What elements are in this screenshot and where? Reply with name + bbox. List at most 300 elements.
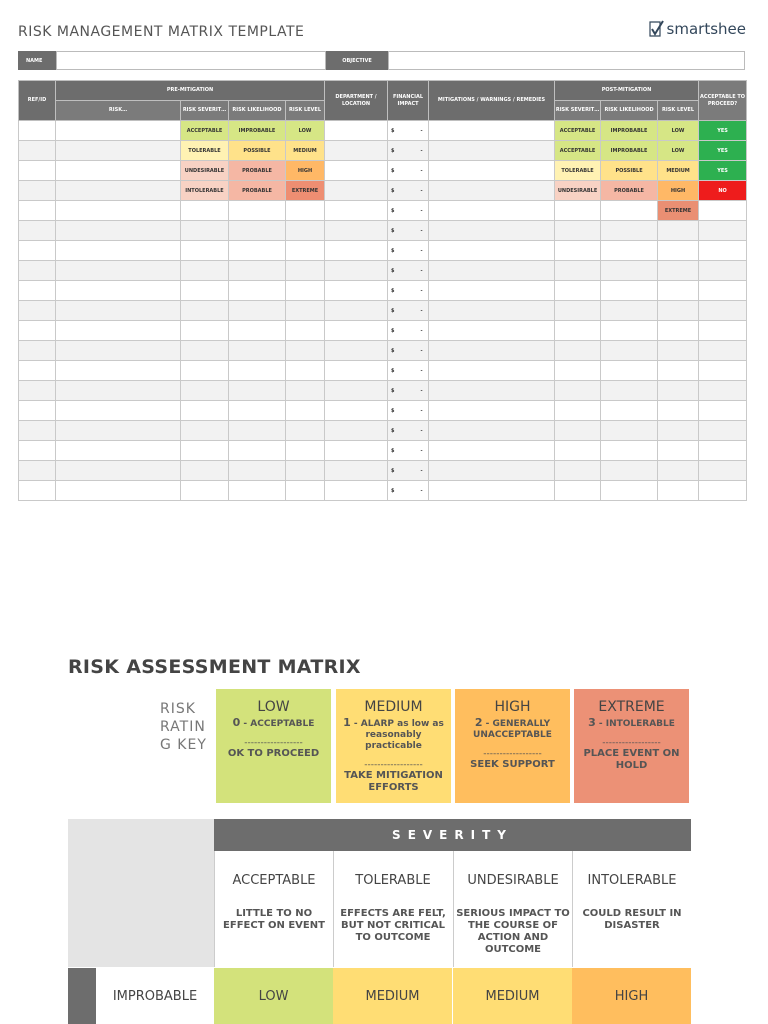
cell-level[interactable]	[286, 321, 325, 341]
cell-risk[interactable]	[56, 141, 181, 161]
cell-mit[interactable]	[429, 281, 555, 301]
cell-dept[interactable]	[325, 341, 388, 361]
currency-symbol: $	[391, 387, 395, 394]
cell-dept[interactable]	[325, 481, 388, 501]
cell-accept[interactable]: YES	[699, 141, 747, 161]
matrix-cell: LOW	[214, 968, 333, 1024]
cell-level[interactable]: LOW	[286, 121, 325, 141]
cell-like[interactable]	[229, 481, 286, 501]
risk-key-number: 0	[232, 716, 241, 729]
header-risk-level: RISK LEVEL	[286, 101, 325, 121]
cell-dept[interactable]	[325, 401, 388, 421]
cell-plike[interactable]	[601, 221, 658, 241]
cell-plike[interactable]	[601, 381, 658, 401]
financial-value: -	[420, 487, 423, 494]
logo-text: smartshee	[666, 20, 746, 38]
cell-plevel[interactable]	[658, 341, 699, 361]
header-post-severity: RISK SEVERIT…	[555, 101, 601, 121]
cell-ref[interactable]	[19, 241, 56, 261]
cell-like[interactable]	[229, 341, 286, 361]
name-field[interactable]	[56, 51, 326, 70]
risk-key-separator: ------------------	[602, 738, 661, 748]
cell-ref[interactable]	[19, 341, 56, 361]
cell-psev[interactable]	[555, 301, 601, 321]
cell-risk[interactable]	[56, 121, 181, 141]
cell-like[interactable]	[229, 201, 286, 221]
cell-psev[interactable]	[555, 321, 601, 341]
currency-symbol: $	[391, 447, 395, 454]
risk-key-number: 3	[588, 716, 596, 729]
cell-accept[interactable]	[699, 261, 747, 281]
cell-level[interactable]	[286, 401, 325, 421]
financial-value: -	[420, 267, 423, 274]
cell-mit[interactable]	[429, 161, 555, 181]
cell-fin[interactable]	[388, 121, 429, 141]
matrix-cell: MEDIUM	[453, 968, 572, 1024]
cell-accept[interactable]: YES	[699, 121, 747, 141]
cell-fin[interactable]	[388, 301, 429, 321]
cell-ref[interactable]	[19, 201, 56, 221]
cell-like[interactable]	[229, 381, 286, 401]
cell-risk[interactable]	[56, 161, 181, 181]
cell-like[interactable]: IMPROBABLE	[229, 121, 286, 141]
currency-symbol: $	[391, 207, 395, 214]
cell-sev[interactable]	[181, 221, 229, 241]
cell-fin[interactable]	[388, 361, 429, 381]
cell-dept[interactable]	[325, 161, 388, 181]
severity-title: INTOLERABLE	[587, 873, 677, 888]
cell-ref[interactable]	[19, 401, 56, 421]
cell-plike[interactable]: IMPROBABLE	[601, 121, 658, 141]
cell-risk[interactable]	[56, 401, 181, 421]
cell-plike[interactable]: IMPROBABLE	[601, 141, 658, 161]
cell-mit[interactable]	[429, 181, 555, 201]
cell-dept[interactable]	[325, 261, 388, 281]
cell-like[interactable]	[229, 401, 286, 421]
cell-level[interactable]	[286, 241, 325, 261]
cell-psev[interactable]	[555, 401, 601, 421]
cell-plike[interactable]	[601, 281, 658, 301]
cell-dept[interactable]	[325, 121, 388, 141]
checkmark-logo-icon	[649, 20, 665, 38]
smartsheet-logo[interactable]	[649, 20, 746, 38]
cell-risk[interactable]	[56, 321, 181, 341]
financial-value: -	[420, 127, 423, 134]
cell-fin[interactable]	[388, 481, 429, 501]
cell-accept[interactable]	[699, 421, 747, 441]
cell-level[interactable]: EXTREME	[286, 181, 325, 201]
cell-level[interactable]	[286, 441, 325, 461]
cell-psev[interactable]: ACCEPTABLE	[555, 141, 601, 161]
cell-accept[interactable]	[699, 321, 747, 341]
table-row	[19, 241, 747, 261]
cell-sev[interactable]	[181, 341, 229, 361]
cell-plevel[interactable]	[658, 381, 699, 401]
cell-fin[interactable]	[388, 381, 429, 401]
cell-psev[interactable]	[555, 341, 601, 361]
cell-plike[interactable]: POSSIBLE	[601, 161, 658, 181]
cell-ref[interactable]	[19, 421, 56, 441]
cell-level[interactable]: MEDIUM	[286, 141, 325, 161]
cell-mit[interactable]	[429, 241, 555, 261]
severity-description: EFFECTS ARE FELT, BUT NOT CRITICAL TO OUTCOME	[340, 908, 446, 943]
cell-accept[interactable]	[699, 441, 747, 461]
cell-level[interactable]	[286, 481, 325, 501]
cell-fin[interactable]	[388, 241, 429, 261]
cell-like[interactable]	[229, 461, 286, 481]
cell-mit[interactable]	[429, 421, 555, 441]
cell-fin[interactable]	[388, 201, 429, 221]
cell-sev[interactable]: INTOLERABLE	[181, 181, 229, 201]
likelihood-strip	[68, 968, 96, 1024]
cell-psev[interactable]	[555, 441, 601, 461]
severity-title: ACCEPTABLE	[232, 873, 316, 888]
cell-dept[interactable]	[325, 221, 388, 241]
cell-psev[interactable]: ACCEPTABLE	[555, 121, 601, 141]
cell-dept[interactable]	[325, 361, 388, 381]
cell-psev[interactable]: TOLERABLE	[555, 161, 601, 181]
cell-risk[interactable]	[56, 481, 181, 501]
cell-ref[interactable]	[19, 161, 56, 181]
cell-dept[interactable]	[325, 321, 388, 341]
cell-fin[interactable]	[388, 321, 429, 341]
cell-dept[interactable]	[325, 201, 388, 221]
cell-level[interactable]	[286, 341, 325, 361]
name-objective-bar	[18, 51, 745, 70]
name-label: NAME	[18, 51, 56, 70]
cell-risk[interactable]	[56, 221, 181, 241]
cell-plevel[interactable]	[658, 461, 699, 481]
risk-key-action: OK TO PROCEED	[227, 748, 320, 759]
risk-key-desc-text: - ACCEPTABLE	[240, 719, 315, 729]
cell-level[interactable]: HIGH	[286, 161, 325, 181]
cell-risk[interactable]	[56, 241, 181, 261]
cell-accept[interactable]	[699, 361, 747, 381]
cell-risk[interactable]	[56, 421, 181, 441]
cell-like[interactable]	[229, 261, 286, 281]
cell-dept[interactable]	[325, 441, 388, 461]
cell-plike[interactable]	[601, 441, 658, 461]
objective-field[interactable]	[388, 51, 745, 70]
cell-accept[interactable]	[699, 221, 747, 241]
cell-mit[interactable]	[429, 361, 555, 381]
likelihood-label-improbable: IMPROBABLE	[96, 968, 214, 1024]
cell-mit[interactable]	[429, 441, 555, 461]
risk-key-extreme	[574, 689, 689, 803]
cell-mit[interactable]	[429, 141, 555, 161]
cell-mit[interactable]	[429, 221, 555, 241]
currency-symbol: $	[391, 487, 395, 494]
cell-ref[interactable]	[19, 461, 56, 481]
table-row	[19, 321, 747, 341]
cell-risk[interactable]	[56, 301, 181, 321]
cell-risk[interactable]	[56, 181, 181, 201]
cell-accept[interactable]	[699, 401, 747, 421]
cell-level[interactable]	[286, 421, 325, 441]
cell-plevel[interactable]	[658, 221, 699, 241]
cell-ref[interactable]	[19, 141, 56, 161]
cell-sev[interactable]	[181, 481, 229, 501]
financial-value: -	[420, 427, 423, 434]
cell-risk[interactable]	[56, 441, 181, 461]
cell-plike[interactable]	[601, 201, 658, 221]
financial-value: -	[420, 227, 423, 234]
cell-risk[interactable]	[56, 381, 181, 401]
table-row	[19, 201, 747, 221]
header-post-level: RISK LEVEL	[658, 101, 699, 121]
cell-ref[interactable]	[19, 281, 56, 301]
cell-plike[interactable]	[601, 401, 658, 421]
cell-sev[interactable]	[181, 201, 229, 221]
cell-accept[interactable]	[699, 461, 747, 481]
cell-ref[interactable]	[19, 381, 56, 401]
cell-plike[interactable]	[601, 241, 658, 261]
cell-ref[interactable]	[19, 181, 56, 201]
cell-accept[interactable]	[699, 481, 747, 501]
cell-accept[interactable]	[699, 201, 747, 221]
cell-like[interactable]	[229, 321, 286, 341]
cell-ref[interactable]	[19, 481, 56, 501]
header-pre-mitigation: PRE-MITIGATION	[56, 81, 325, 101]
cell-mit[interactable]	[429, 321, 555, 341]
financial-value: -	[420, 247, 423, 254]
currency-symbol: $	[391, 227, 395, 234]
cell-plevel[interactable]	[658, 401, 699, 421]
cell-plike[interactable]	[601, 481, 658, 501]
cell-accept[interactable]	[699, 301, 747, 321]
cell-plevel[interactable]	[658, 301, 699, 321]
cell-sev[interactable]	[181, 461, 229, 481]
cell-sev[interactable]	[181, 261, 229, 281]
cell-mit[interactable]	[429, 201, 555, 221]
cell-plevel[interactable]	[658, 481, 699, 501]
cell-fin[interactable]	[388, 281, 429, 301]
header-risk: RISK…	[56, 101, 181, 121]
cell-fin[interactable]	[388, 261, 429, 281]
cell-plike[interactable]	[601, 421, 658, 441]
header-acceptable: ACCEPTABLE TO PROCEED?	[699, 81, 747, 121]
header-ref: REF/ID	[19, 81, 56, 121]
cell-accept[interactable]: YES	[699, 161, 747, 181]
cell-like[interactable]	[229, 281, 286, 301]
matrix-cell: MEDIUM	[333, 968, 452, 1024]
table-row	[19, 181, 747, 201]
cell-dept[interactable]	[325, 141, 388, 161]
cell-sev[interactable]	[181, 321, 229, 341]
cell-plevel[interactable]	[658, 441, 699, 461]
cell-sev[interactable]: UNDESIRABLE	[181, 161, 229, 181]
header-post-mitigation: POST-MITIGATION	[555, 81, 699, 101]
cell-fin[interactable]	[388, 441, 429, 461]
cell-dept[interactable]	[325, 461, 388, 481]
financial-value: -	[420, 187, 423, 194]
cell-accept[interactable]	[699, 281, 747, 301]
cell-plevel[interactable]: LOW	[658, 121, 699, 141]
cell-dept[interactable]	[325, 181, 388, 201]
header-risk-likelihood: RISK LIKELIHOOD	[229, 101, 286, 121]
cell-fin[interactable]	[388, 461, 429, 481]
cell-risk[interactable]	[56, 461, 181, 481]
cell-plike[interactable]	[601, 361, 658, 381]
cell-dept[interactable]	[325, 421, 388, 441]
cell-dept[interactable]	[325, 241, 388, 261]
cell-fin[interactable]	[388, 421, 429, 441]
risk-key-action: SEEK SUPPORT	[470, 759, 555, 770]
cell-level[interactable]	[286, 221, 325, 241]
cell-accept[interactable]: NO	[699, 181, 747, 201]
cell-ref[interactable]	[19, 121, 56, 141]
cell-level[interactable]	[286, 381, 325, 401]
risk-key-desc-text: - ALARP as low as reasonably practicable	[350, 719, 444, 751]
table-row	[19, 121, 747, 141]
cell-like[interactable]	[229, 241, 286, 261]
cell-like[interactable]	[229, 301, 286, 321]
cell-ref[interactable]	[19, 361, 56, 381]
cell-sev[interactable]	[181, 421, 229, 441]
cell-risk[interactable]	[56, 281, 181, 301]
severity-title: TOLERABLE	[355, 873, 431, 888]
risk-key-separator: ------------------	[244, 738, 303, 748]
currency-symbol: $	[391, 427, 395, 434]
risk-key-desc-text: - GENERALLY UNACCEPTABLE	[473, 719, 552, 740]
cell-psev[interactable]	[555, 201, 601, 221]
matrix-title: RISK ASSESSMENT MATRIX	[68, 656, 361, 678]
cell-plevel[interactable]	[658, 421, 699, 441]
cell-psev[interactable]	[555, 241, 601, 261]
cell-plevel[interactable]	[658, 241, 699, 261]
cell-mit[interactable]	[429, 481, 555, 501]
cell-mit[interactable]	[429, 461, 555, 481]
cell-psev[interactable]	[555, 481, 601, 501]
cell-plevel[interactable]: EXTREME	[658, 201, 699, 221]
cell-psev[interactable]	[555, 281, 601, 301]
cell-psev[interactable]	[555, 421, 601, 441]
currency-symbol: $	[391, 247, 395, 254]
cell-accept[interactable]	[699, 381, 747, 401]
cell-psev[interactable]: UNDESIRABLE	[555, 181, 601, 201]
cell-mit[interactable]	[429, 401, 555, 421]
cell-dept[interactable]	[325, 281, 388, 301]
cell-accept[interactable]	[699, 241, 747, 261]
table-row	[19, 161, 747, 181]
header-department: DEPARTMENT / LOCATION	[325, 81, 388, 121]
severity-description: LITTLE TO NO EFFECT ON EVENT	[223, 908, 325, 931]
cell-psev[interactable]	[555, 221, 601, 241]
financial-value: -	[420, 167, 423, 174]
currency-symbol: $	[391, 167, 395, 174]
risk-key-title: EXTREME	[598, 699, 665, 715]
cell-level[interactable]	[286, 281, 325, 301]
risk-key-title: HIGH	[494, 699, 531, 715]
cell-like[interactable]	[229, 221, 286, 241]
cell-sev[interactable]: TOLERABLE	[181, 141, 229, 161]
table-row	[19, 361, 747, 381]
cell-sev[interactable]	[181, 381, 229, 401]
cell-plevel[interactable]: LOW	[658, 141, 699, 161]
cell-mit[interactable]	[429, 121, 555, 141]
cell-accept[interactable]	[699, 341, 747, 361]
cell-risk[interactable]	[56, 261, 181, 281]
cell-ref[interactable]	[19, 221, 56, 241]
currency-symbol: $	[391, 407, 395, 414]
cell-fin[interactable]	[388, 221, 429, 241]
cell-fin[interactable]	[388, 161, 429, 181]
financial-value: -	[420, 207, 423, 214]
cell-fin[interactable]	[388, 181, 429, 201]
cell-mit[interactable]	[429, 261, 555, 281]
cell-plike[interactable]	[601, 261, 658, 281]
cell-like[interactable]	[229, 441, 286, 461]
cell-level[interactable]	[286, 201, 325, 221]
cell-like[interactable]	[229, 421, 286, 441]
cell-psev[interactable]	[555, 261, 601, 281]
cell-fin[interactable]	[388, 141, 429, 161]
cell-sev[interactable]: ACCEPTABLE	[181, 121, 229, 141]
cell-ref[interactable]	[19, 321, 56, 341]
cell-level[interactable]	[286, 361, 325, 381]
cell-mit[interactable]	[429, 341, 555, 361]
cell-plevel[interactable]	[658, 261, 699, 281]
cell-risk[interactable]	[56, 361, 181, 381]
cell-plevel[interactable]: MEDIUM	[658, 161, 699, 181]
financial-value: -	[420, 447, 423, 454]
cell-sev[interactable]	[181, 361, 229, 381]
cell-fin[interactable]	[388, 341, 429, 361]
cell-level[interactable]	[286, 461, 325, 481]
risk-rating-key-label: RISK RATING KEY	[160, 701, 207, 753]
severity-column-acceptable	[214, 851, 333, 967]
cell-plike[interactable]: PROBABLE	[601, 181, 658, 201]
cell-risk[interactable]	[56, 201, 181, 221]
cell-psev[interactable]	[555, 361, 601, 381]
cell-mit[interactable]	[429, 381, 555, 401]
cell-like[interactable]	[229, 361, 286, 381]
cell-risk[interactable]	[56, 341, 181, 361]
cell-plike[interactable]	[601, 341, 658, 361]
cell-ref[interactable]	[19, 441, 56, 461]
cell-ref[interactable]	[19, 261, 56, 281]
cell-level[interactable]	[286, 301, 325, 321]
cell-sev[interactable]	[181, 241, 229, 261]
cell-ref[interactable]	[19, 301, 56, 321]
cell-sev[interactable]	[181, 401, 229, 421]
cell-like[interactable]: POSSIBLE	[229, 141, 286, 161]
cell-mit[interactable]	[429, 301, 555, 321]
currency-symbol: $	[391, 347, 395, 354]
cell-sev[interactable]	[181, 441, 229, 461]
cell-like[interactable]: PROBABLE	[229, 181, 286, 201]
cell-psev[interactable]	[555, 461, 601, 481]
cell-sev[interactable]	[181, 281, 229, 301]
cell-plike[interactable]	[601, 301, 658, 321]
cell-fin[interactable]	[388, 401, 429, 421]
severity-column-intolerable	[572, 851, 691, 967]
cell-like[interactable]: PROBABLE	[229, 161, 286, 181]
cell-dept[interactable]	[325, 381, 388, 401]
cell-level[interactable]	[286, 261, 325, 281]
cell-plike[interactable]	[601, 321, 658, 341]
cell-plevel[interactable]	[658, 321, 699, 341]
financial-value: -	[420, 467, 423, 474]
cell-psev[interactable]	[555, 381, 601, 401]
cell-sev[interactable]	[181, 301, 229, 321]
header-financial-impact: FINANCIAL IMPACT	[388, 81, 429, 121]
cell-plike[interactable]	[601, 461, 658, 481]
cell-plevel[interactable]	[658, 361, 699, 381]
cell-plevel[interactable]: HIGH	[658, 181, 699, 201]
cell-dept[interactable]	[325, 301, 388, 321]
cell-plevel[interactable]	[658, 281, 699, 301]
